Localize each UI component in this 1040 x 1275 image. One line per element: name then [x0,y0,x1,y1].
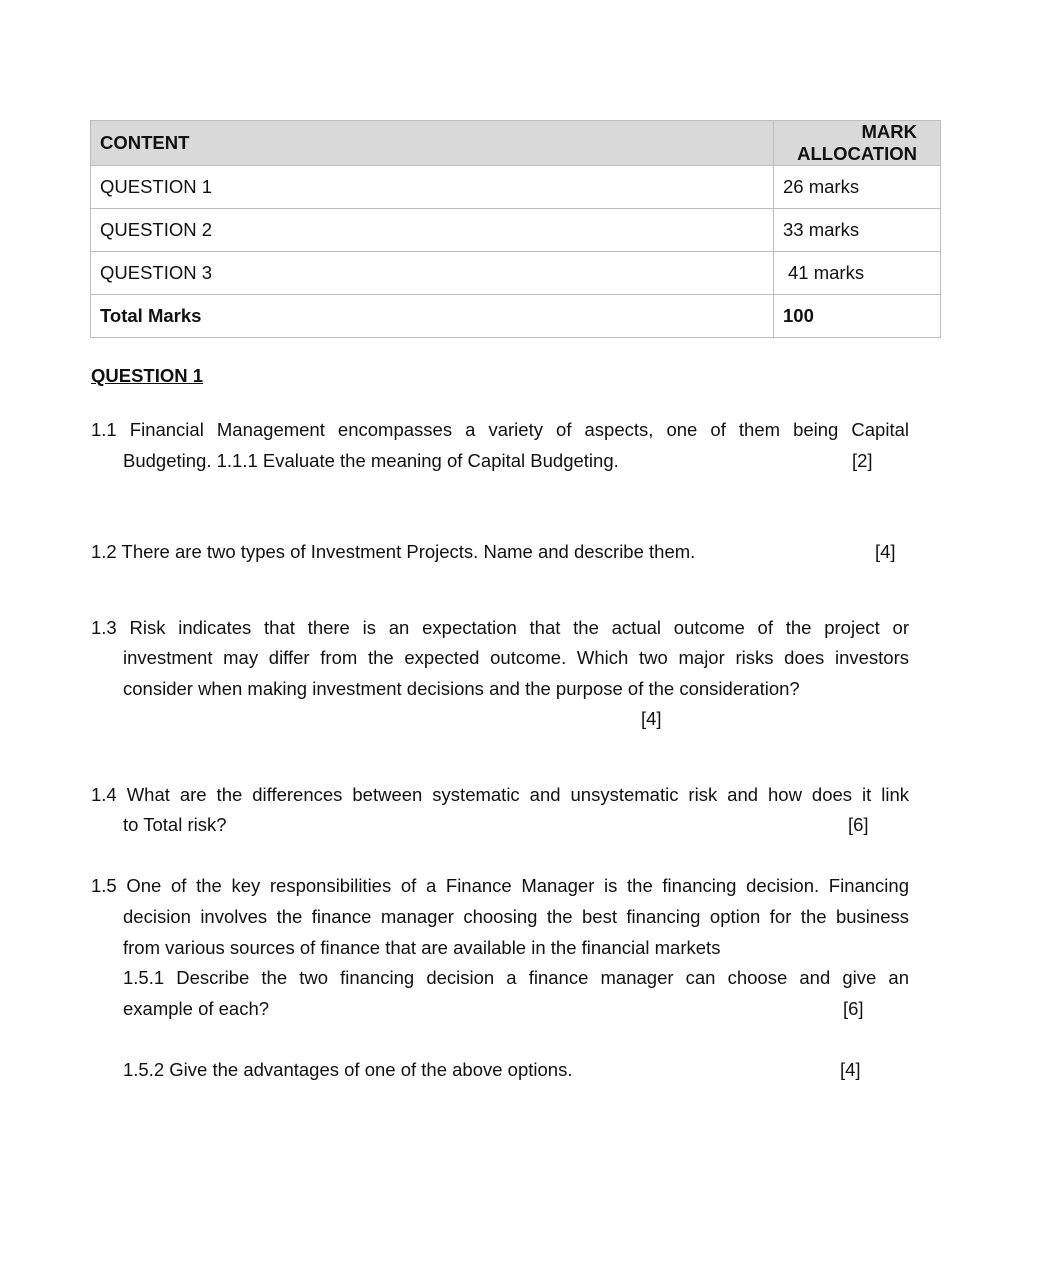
q1-5-line-1: 1.5 One of the key responsibilities of a Finance Manager is the financing decision. Financing [91,875,909,896]
row-marks: 26 marks [774,166,941,209]
q1-1-mark: [2] [852,450,873,471]
header-mark-allocation: MARK ALLOCATION [774,121,941,166]
q1-5-2-line-1: 1.5.2 Give the advantages of one of the above options. [123,1059,573,1080]
total-marks: 100 [774,295,941,338]
row-content: QUESTION 2 [91,209,774,252]
q1-5-2-mark: [4] [840,1059,861,1080]
q1-5-1-mark: [6] [843,998,864,1019]
q1-1-line-1: 1.1 Financial Management encompasses a variety of aspects, one of them being Capital [91,419,909,440]
row-content: QUESTION 1 [91,166,774,209]
table-row [91,209,941,252]
q1-1-line-2: Budgeting. 1.1.1 Evaluate the meaning of Capital Budgeting. [123,450,619,471]
mark-allocation-table [90,120,941,338]
q1-5-line-3: from various sources of finance that are available in the financial markets [123,937,721,958]
table-total-row [91,295,941,338]
q1-4-mark: [6] [848,814,869,835]
row-marks: 41 marks [774,252,941,295]
table-row [91,166,941,209]
table-header-row [91,121,941,166]
q1-4-line-1: 1.4 What are the differences between systematic and unsystematic risk and how does it link [91,784,909,805]
q1-5-1-line-1: 1.5.1 Describe the two financing decision a finance manager can choose and give an [123,967,909,988]
total-label: Total Marks [91,295,774,338]
q1-3-mark: [4] [641,708,662,729]
row-marks: 33 marks [774,209,941,252]
row-content: QUESTION 3 [91,252,774,295]
q1-2-mark: [4] [875,541,896,562]
question-1-title: QUESTION 1 [91,365,204,386]
q1-3-line-1: 1.3 Risk indicates that there is an expectation that the actual outcome of the project or [91,617,909,638]
q1-2-line-1: 1.2 There are two types of Investment Projects. Name and describe them. [91,541,696,562]
q1-5-1-line-2: example of each? [123,998,270,1019]
table-row [91,252,941,295]
q1-3-line-2: investment may differ from the expected outcome. Which two major risks does investors [123,647,909,668]
q1-4-line-2: to Total risk? [123,814,227,835]
header-content: CONTENT [91,121,774,166]
q1-5-line-2: decision involves the finance manager choosing the best financing option for the business [123,906,909,927]
q1-3-line-3: consider when making investment decisions and the purpose of the consideration? [123,678,800,699]
